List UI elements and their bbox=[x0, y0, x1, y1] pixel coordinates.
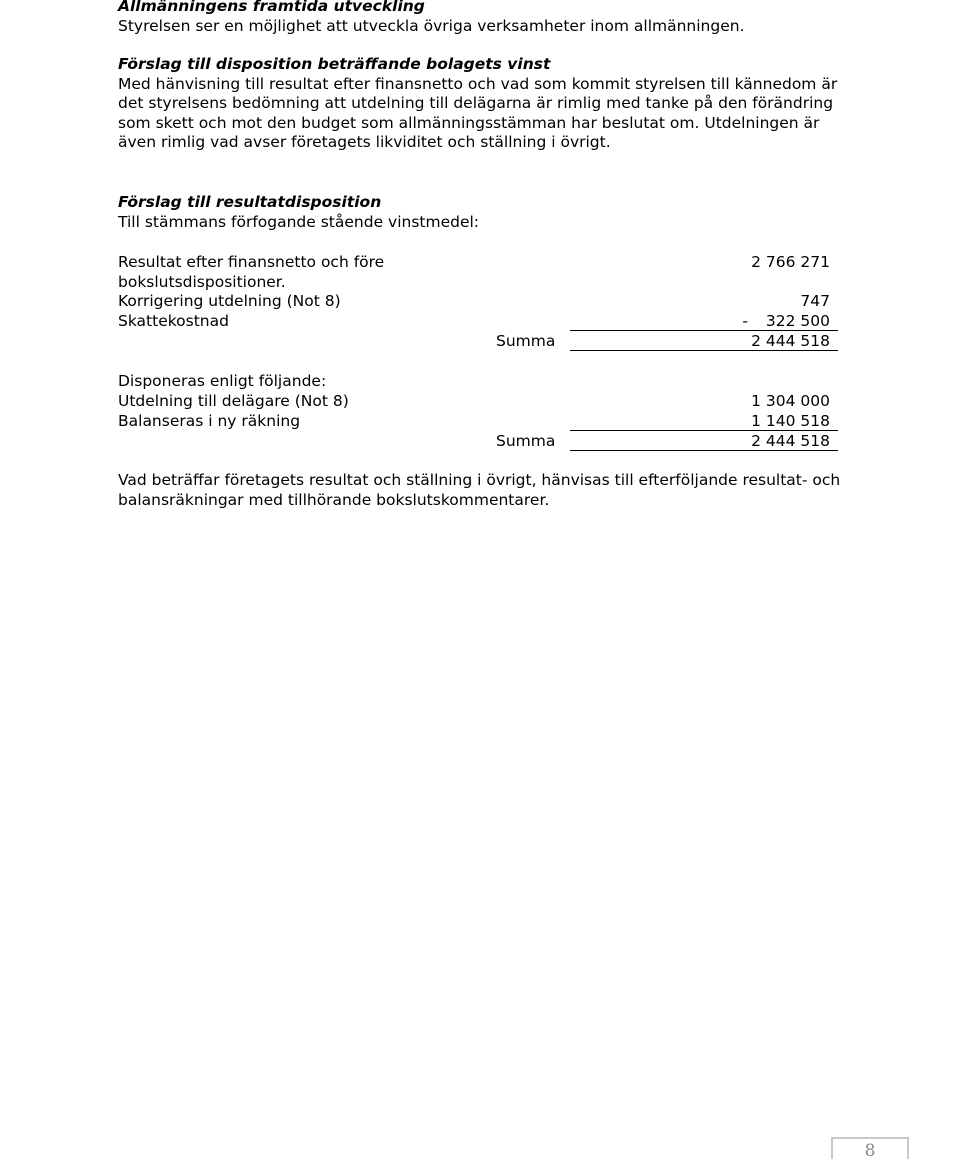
table-row-dividend-to-owners bbox=[118, 392, 840, 412]
table-row-dividend-correction bbox=[118, 292, 840, 312]
heading-result-disposition: Förslag till resultatdisposition bbox=[118, 193, 382, 211]
table-row-carried-forward bbox=[118, 412, 840, 432]
row-value: 1 140 518 bbox=[751, 412, 830, 430]
section-closing bbox=[118, 471, 848, 510]
section-profit-proposal bbox=[118, 55, 848, 153]
row-label: Skattekostnad bbox=[118, 312, 229, 330]
text-available-funds-intro: Till stämmans förfogande stående vinstmedel: bbox=[118, 212, 480, 231]
minus-sign: - bbox=[742, 312, 748, 330]
text-closing: Vad beträffar företagets resultat och ställning i övrigt, hänvisas till efterföljande resultat- och balansräkningar med tillhörande bokslutskommentarer. bbox=[118, 471, 841, 509]
allocation-intro: Disponeras enligt följande: bbox=[118, 372, 327, 390]
section-result-disposition bbox=[118, 193, 848, 232]
heading-future-development: Allmänningens framtida utveckling bbox=[118, 0, 425, 15]
heading-profit-proposal: Förslag till disposition beträffande bolagets vinst bbox=[118, 55, 551, 73]
row-value: 2 766 271 bbox=[751, 253, 830, 271]
row-label: Balanseras i ny räkning bbox=[118, 412, 301, 430]
table-row-tax-expense bbox=[118, 312, 840, 332]
row-label: Korrigering utdelning (Not 8) bbox=[118, 292, 341, 310]
sum-value: 2 444 518 bbox=[751, 432, 830, 450]
underline-carried-forward bbox=[570, 430, 838, 431]
allocation-intro-row bbox=[118, 372, 840, 392]
section-future-development bbox=[118, 0, 848, 36]
underline-allocation-sum bbox=[570, 450, 838, 451]
sum-label: Summa bbox=[496, 432, 556, 450]
page-number: 8 bbox=[831, 1137, 909, 1159]
row-label: Utdelning till delägare (Not 8) bbox=[118, 392, 349, 410]
underline-tax-expense bbox=[570, 330, 838, 331]
underline-available-sum bbox=[570, 350, 838, 351]
table-row-allocation-sum bbox=[118, 432, 840, 452]
table-row-result-before-dispositions bbox=[118, 253, 840, 291]
text-profit-proposal: Med hänvisning till resultat efter finansnetto och vad som kommit styrelsen till kännedom är det styrelsens bedömning att utdelning till delägarna är rimlig med tanke på den förändring som skett och mot den budget som allmänningsstämman har beslutat om. Utdelningen är även rimlig vad avser företagets likviditet och ställning i övrigt. bbox=[118, 74, 838, 152]
row-value: 1 304 000 bbox=[751, 392, 830, 410]
row-value: 747 bbox=[800, 292, 830, 310]
row-value: 322 500 bbox=[765, 312, 830, 330]
table-row-available-sum bbox=[118, 332, 840, 352]
text-future-development: Styrelsen ser en möjlighet att utveckla övriga verksamheter inom allmänningen. bbox=[118, 16, 745, 35]
sum-value: 2 444 518 bbox=[751, 332, 830, 350]
sum-label: Summa bbox=[496, 332, 556, 350]
row-label: Resultat efter finansnetto och före bokslutsdispositioner. bbox=[118, 253, 385, 291]
